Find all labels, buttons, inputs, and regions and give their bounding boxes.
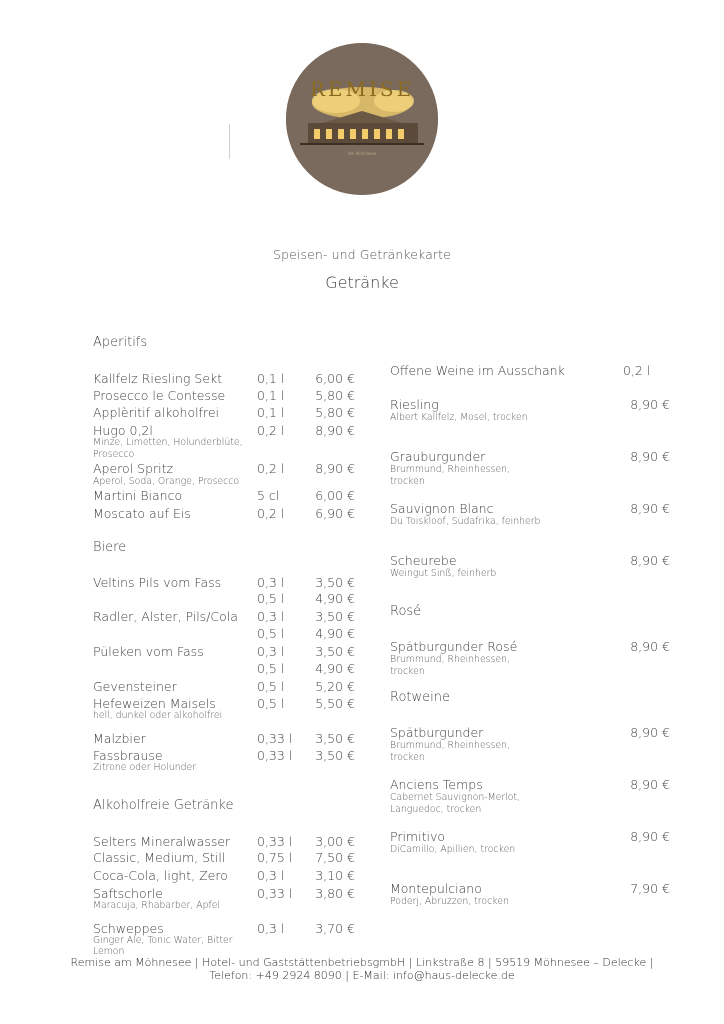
wine-note: Brummund, Rheinhessen, trocken: [390, 654, 510, 677]
wine-price: 8,90 €: [630, 777, 670, 792]
beer-name: Püleken vom Fass: [93, 644, 204, 659]
aperitif-volume: 0,1 l: [257, 405, 285, 420]
aperitif-name: Hugo 0,2l: [93, 423, 153, 438]
beer-name: Gevensteiner: [93, 679, 177, 694]
softdrink-price: 7,50 €: [315, 850, 355, 865]
wine-price: 7,90 €: [630, 881, 670, 896]
aperitif-price: 6,00 €: [315, 488, 355, 503]
softdrink-price: 3,00 €: [315, 834, 355, 849]
softdrink-note: Maracuja, Rhabarber, Apfel: [93, 900, 221, 911]
softdrink-name: Classic, Medium, Still: [93, 850, 226, 865]
aperitif-volume: 0,2 l: [257, 423, 285, 438]
wine-name: Scheurebe: [390, 553, 457, 568]
beer-name: Hefeweizen Maisels: [93, 696, 216, 711]
section-rotweine: Rotweine: [390, 690, 450, 705]
wine-note: Poderj, Abruzzen, trocken: [390, 896, 509, 907]
wine-price: 8,90 €: [630, 639, 670, 654]
logo-tagline: Am Möhnesee: [347, 151, 377, 156]
section-rose: Rosé: [390, 604, 422, 619]
wine-note: Weingut Sinß, feinherb: [390, 568, 497, 579]
wine-note: Du Toiskloof, Südafrika, feinherb: [390, 516, 541, 527]
wine-name: Spätburgunder: [390, 725, 484, 740]
wine-price: 8,90 €: [630, 829, 670, 844]
softdrink-volume: 0,3 l: [257, 921, 285, 936]
aperitif-name: Martini Bianco: [93, 488, 183, 503]
logo-emblem: [286, 43, 438, 195]
beer-name: Malzbier: [93, 731, 146, 746]
wine-name: Montepulciano: [390, 881, 482, 896]
wine-note: Cabernet Sauvignon-Merlot, Languedoc, trocken: [390, 792, 521, 815]
softdrink-name: Coca-Cola, light, Zero: [93, 868, 228, 883]
beer-volume: 0,3 l: [257, 575, 285, 590]
aperitif-volume: 0,1 l: [257, 388, 285, 403]
aperitif-volume: 5 cl: [257, 488, 280, 503]
beer-name: Radler, Alster, Pils/Cola: [93, 609, 238, 624]
wine-name: Sauvignon Blanc: [390, 501, 494, 516]
beer-price: 3,50 €: [315, 575, 355, 590]
softdrink-price: 3,10 €: [315, 868, 355, 883]
beer-volume: 0,5 l: [257, 591, 285, 606]
beer-price: 4,90 €: [315, 591, 355, 606]
beer-name: Fassbrause: [93, 748, 163, 763]
aperitif-note: Minze, Limetten, Holunderblüte, Prosecco: [93, 437, 243, 460]
beer-volume: 0,3 l: [257, 609, 285, 624]
aperitif-price: 6,90 €: [315, 506, 355, 521]
wine-volume-header: 0,2 l: [623, 363, 651, 378]
wine-note: Albert Kallfelz, Mosel, trocken: [390, 412, 528, 423]
section-aperitifs: Aperitifs: [93, 335, 148, 350]
softdrink-price: 3,80 €: [315, 886, 355, 901]
aperitif-volume: 0,1 l: [257, 371, 285, 386]
beer-price: 3,50 €: [315, 644, 355, 659]
footer-contact: Telefon: +49 2924 8090 | E-Mail: info@haus-delecke.de: [209, 969, 515, 982]
aperitif-name: Applèritif alkoholfrei: [93, 405, 219, 420]
softdrink-volume: 0,33 l: [257, 886, 293, 901]
beer-name: Veltins Pils vom Fass: [93, 575, 222, 590]
softdrink-price: 3,70 €: [315, 921, 355, 936]
aperitif-name: Kallfelz Riesling Sekt: [93, 371, 223, 386]
softdrink-name: Selters Mineralwasser: [93, 834, 231, 849]
wine-name: Grauburgunder: [390, 449, 486, 464]
aperitif-price: 8,90 €: [315, 423, 355, 438]
menu-subtitle: Speisen- und Getränkekarte: [273, 247, 451, 262]
softdrink-volume: 0,33 l: [257, 834, 293, 849]
wine-price: 8,90 €: [630, 449, 670, 464]
softdrink-name: Saftschorle: [93, 886, 163, 901]
aperitif-name: Moscato auf Eis: [93, 506, 191, 521]
beer-volume: 0,5 l: [257, 679, 285, 694]
beer-price: 5,50 €: [315, 696, 355, 711]
section-biere: Biere: [93, 540, 127, 555]
beer-volume: 0,33 l: [257, 731, 293, 746]
beer-price: 5,20 €: [315, 679, 355, 694]
wine-price: 8,90 €: [630, 725, 670, 740]
beer-price: 4,90 €: [315, 626, 355, 641]
footer-address: Remise am Möhnesee | Hotel- und GaststättenbetriebsgmbH | Linkstraße 8 | 59519 Möhnesee – Delecke |: [70, 956, 654, 969]
section-offene-weine: Offene Weine im Ausschank: [390, 363, 565, 378]
wine-note: Brummund, Rheinhessen, trocken: [390, 464, 510, 487]
wine-name: Anciens Temps: [390, 777, 483, 792]
wine-name: Primitivo: [390, 829, 445, 844]
beer-volume: 0,5 l: [257, 661, 285, 676]
beer-note: hell, dunkel oder alkoholfrei: [93, 710, 223, 721]
aperitif-price: 6,00 €: [315, 371, 355, 386]
beer-note: Zitrone oder Holunder: [93, 762, 197, 773]
wine-price: 8,90 €: [630, 501, 670, 516]
beer-price: 3,50 €: [315, 609, 355, 624]
section-alkoholfrei: Alkoholfreie Getränke: [93, 798, 234, 813]
wine-name: Spätburgunder Rosé: [390, 639, 518, 654]
wine-name: Riesling: [390, 397, 439, 412]
aperitif-name: Aperol Spritz: [93, 461, 174, 476]
beer-price: 4,90 €: [315, 661, 355, 676]
beer-volume: 0,3 l: [257, 644, 285, 659]
softdrink-volume: 0,75 l: [257, 850, 293, 865]
aperitif-name: Prosecco le Contesse: [93, 388, 226, 403]
aperitif-price: 5,80 €: [315, 405, 355, 420]
beer-volume: 0,33 l: [257, 748, 293, 763]
beer-volume: 0,5 l: [257, 696, 285, 711]
softdrink-name: Schweppes: [93, 921, 164, 936]
page-title: Getränke: [325, 273, 399, 292]
softdrink-volume: 0,3 l: [257, 868, 285, 883]
wine-note: DiCamillo, Apillien, trocken: [390, 844, 516, 855]
aperitif-note: Aperol, Soda, Orange, Prosecco: [93, 476, 240, 487]
divider-line: [229, 124, 230, 159]
aperitif-price: 5,80 €: [315, 388, 355, 403]
wine-price: 8,90 €: [630, 397, 670, 412]
logo: [286, 43, 438, 195]
wine-price: 8,90 €: [630, 553, 670, 568]
aperitif-volume: 0,2 l: [257, 506, 285, 521]
softdrink-note: Ginger Ale, Tonic Water, Bitter Lemon: [93, 935, 233, 957]
beer-price: 3,50 €: [315, 748, 355, 763]
beer-volume: 0,5 l: [257, 626, 285, 641]
wine-note: Brummund, Rheinhessen, trocken: [390, 740, 510, 763]
beer-price: 3,50 €: [315, 731, 355, 746]
aperitif-volume: 0,2 l: [257, 461, 285, 476]
aperitif-price: 8,90 €: [315, 461, 355, 476]
logo-wordmark: REMISE: [309, 77, 415, 101]
